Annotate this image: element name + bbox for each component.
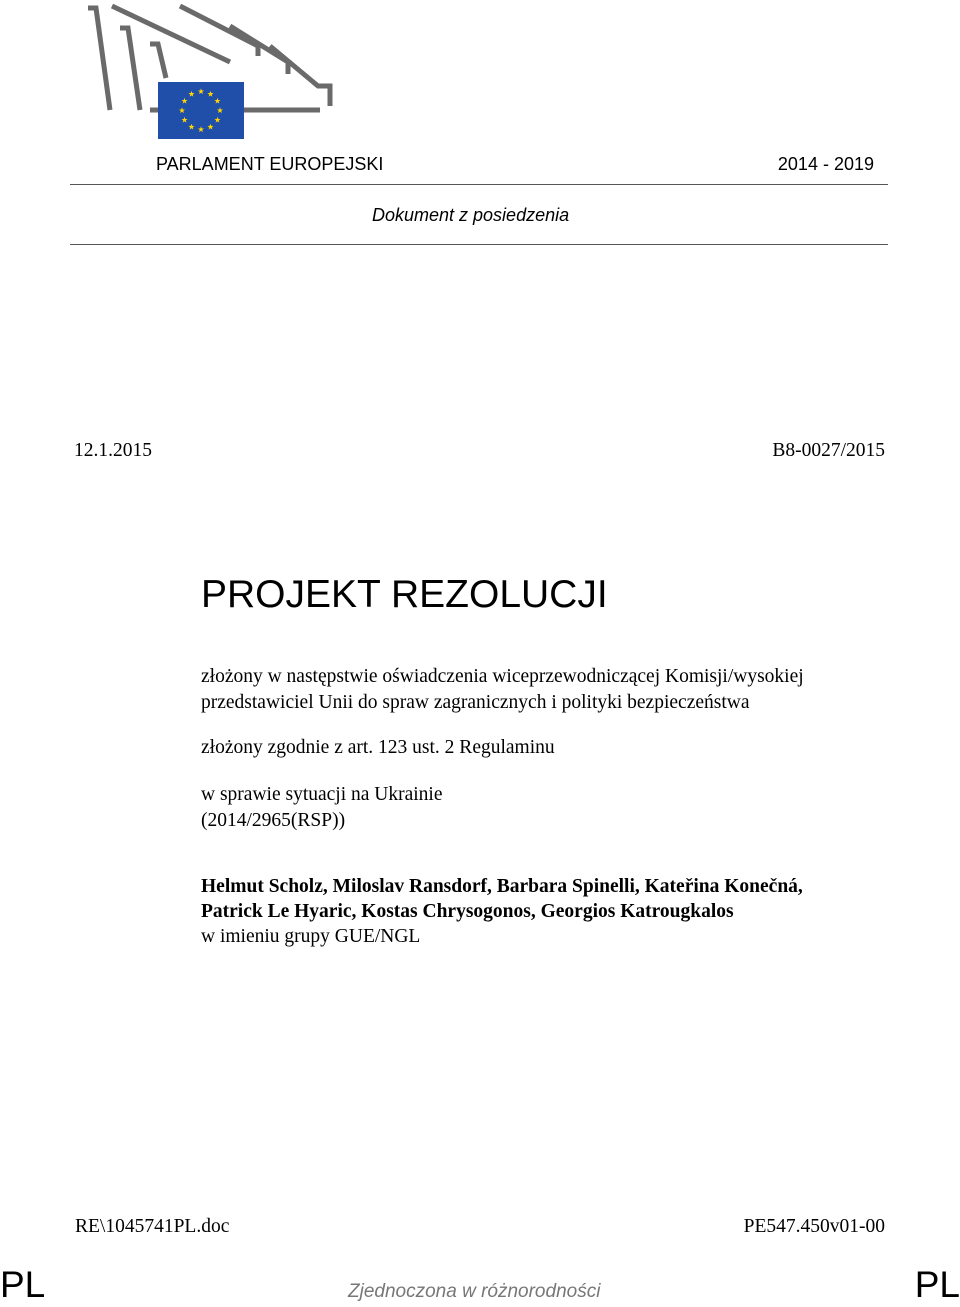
procedure-rule: złożony zgodnie z art. 123 ust. 2 Regulaminu	[201, 737, 555, 758]
document-date: 12.1.2015	[74, 440, 152, 461]
subject-line: w sprawie sytuacji na Ukrainie	[201, 784, 443, 805]
european-parliament-logo	[80, 2, 340, 142]
parliamentary-term: 2014 - 2019	[777, 154, 874, 174]
subtitle-line-2: przedstawiciel Unii do spraw zagranicznych i polityki bezpieczeństwa	[201, 692, 750, 713]
footer-motto: Zjednoczona w różnorodności	[348, 1281, 601, 1302]
footer-filename: RE\1045741PL.doc	[75, 1216, 230, 1237]
document-type: Dokument z posiedzenia	[372, 205, 570, 225]
authors-line-1: Helmut Scholz, Miloslav Ransdorf, Barbara Spinelli, Kateřina Konečná,	[201, 876, 803, 897]
header-divider	[70, 184, 888, 185]
document-reference: B8-0027/2015	[772, 440, 885, 461]
language-code-right: PL	[914, 1264, 960, 1305]
header-divider-bottom	[70, 244, 888, 245]
authors-line-2: Patrick Le Hyaric, Kostas Chrysogonos, Georgios Katrougkalos	[201, 901, 734, 922]
institution-name: PARLAMENT EUROPEJSKI	[156, 154, 384, 174]
subtitle-line-1: złożony w następstwie oświadczenia wiceprzewodniczącej Komisji/wysokiej	[201, 666, 804, 687]
procedure-number: (2014/2965(RSP))	[201, 810, 346, 831]
page-title: PROJEKT REZOLUCJI	[201, 573, 608, 616]
eu-flag-icon	[158, 82, 244, 139]
language-code-left: PL	[0, 1264, 46, 1305]
footer-pe-number: PE547.450v01-00	[743, 1216, 885, 1237]
political-group: w imieniu grupy GUE/NGL	[201, 926, 421, 947]
